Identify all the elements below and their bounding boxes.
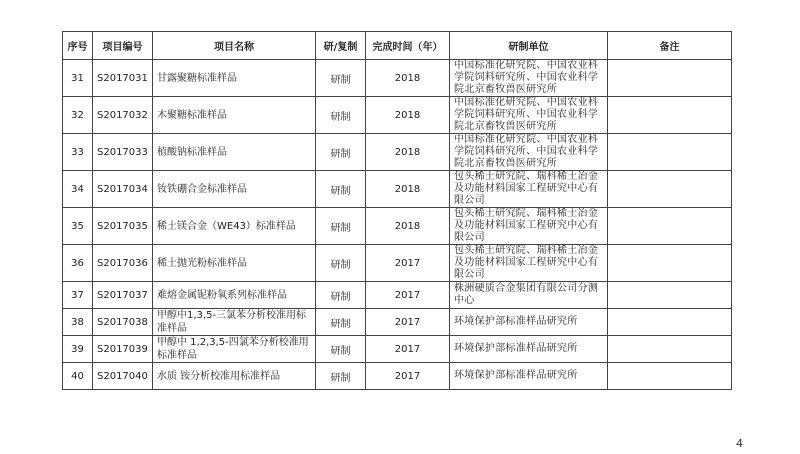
cell-unit: 包头稀土研究院、瑞科稀土冶金及功能材料国家工程研究中心有限公司 (450, 171, 608, 208)
cell-unit: 包头稀土研究院、瑞科稀土冶金及功能材料国家工程研究中心有限公司 (450, 208, 608, 245)
cell-type: 研制 (316, 282, 366, 309)
cell-name: 甘露聚糖标准样品 (153, 60, 316, 97)
cell-type: 研制 (316, 363, 366, 390)
cell-type: 研制 (316, 245, 366, 282)
page-number: 4 (736, 437, 743, 450)
cell-year: 2017 (366, 309, 450, 336)
cell-type: 研制 (316, 171, 366, 208)
cell-unit: 环境保护部标准样品研究所 (450, 309, 608, 336)
cell-no: 31 (63, 60, 93, 97)
cell-note (608, 208, 732, 245)
cell-type: 研制 (316, 97, 366, 134)
cell-no: 40 (63, 363, 93, 390)
cell-no: 34 (63, 171, 93, 208)
cell-year: 2018 (366, 97, 450, 134)
cell-no: 32 (63, 97, 93, 134)
cell-no: 38 (63, 309, 93, 336)
header-no: 序号 (63, 32, 93, 60)
cell-code: S2017036 (93, 245, 153, 282)
cell-unit: 中国标准化研究院、中国农业科学院饲料研究所、中国农业科学院北京畜牧兽医研究所 (450, 97, 608, 134)
cell-unit: 环境保护部标准样品研究所 (450, 363, 608, 390)
cell-year: 2017 (366, 282, 450, 309)
cell-type: 研制 (316, 208, 366, 245)
cell-unit: 包头稀土研究院、瑞科稀土冶金及功能材料国家工程研究中心有限公司 (450, 245, 608, 282)
cell-note (608, 97, 732, 134)
table-row (63, 336, 732, 363)
cell-type: 研制 (316, 309, 366, 336)
cell-name: 钕铁硼合金标准样品 (153, 171, 316, 208)
cell-type: 研制 (316, 60, 366, 97)
header-code: 项目编号 (93, 32, 153, 60)
cell-year: 2018 (366, 171, 450, 208)
cell-note (608, 282, 732, 309)
table-row (63, 134, 732, 171)
cell-unit: 环境保护部标准样品研究所 (450, 336, 608, 363)
table-row (63, 208, 732, 245)
cell-name: 木聚糖标准样品 (153, 97, 316, 134)
table-row (63, 282, 732, 309)
header-unit: 研制单位 (450, 32, 608, 60)
cell-no: 33 (63, 134, 93, 171)
cell-no: 37 (63, 282, 93, 309)
cell-year: 2017 (366, 336, 450, 363)
cell-note (608, 134, 732, 171)
header-note: 备注 (608, 32, 732, 60)
cell-name: 难熔金属铌粉氧系列标准样品 (153, 282, 316, 309)
table-row (63, 309, 732, 336)
cell-note (608, 336, 732, 363)
cell-code: S2017034 (93, 171, 153, 208)
cell-unit: 中国标准化研究院、中国农业科学院饲料研究所、中国农业科学院北京畜牧兽医研究所 (450, 60, 608, 97)
table-header-row (63, 32, 732, 60)
cell-code: S2017037 (93, 282, 153, 309)
cell-code: S2017038 (93, 309, 153, 336)
table-row (63, 245, 732, 282)
cell-no: 35 (63, 208, 93, 245)
cell-type: 研制 (316, 134, 366, 171)
cell-note (608, 245, 732, 282)
cell-note (608, 171, 732, 208)
cell-name: 甲醇中1,3,5-三氯苯分析校准用标准样品 (153, 309, 316, 336)
table-row (63, 363, 732, 390)
cell-name: 植酸钠标准样品 (153, 134, 316, 171)
cell-no: 36 (63, 245, 93, 282)
header-year: 完成时间（年） (366, 32, 450, 60)
cell-unit: 中国标准化研究院、中国农业科学院饲料研究所、中国农业科学院北京畜牧兽医研究所 (450, 134, 608, 171)
cell-no: 39 (63, 336, 93, 363)
cell-code: S2017031 (93, 60, 153, 97)
cell-name: 水质 铵分析校准用标准样品 (153, 363, 316, 390)
cell-code: S2017039 (93, 336, 153, 363)
cell-code: S2017033 (93, 134, 153, 171)
cell-year: 2018 (366, 208, 450, 245)
table-row (63, 171, 732, 208)
cell-year: 2017 (366, 245, 450, 282)
cell-note (608, 60, 732, 97)
cell-name: 甲醇中 1,2,3,5-四氯苯分析校准用标准样品 (153, 336, 316, 363)
cell-type: 研制 (316, 336, 366, 363)
cell-name: 稀土抛光粉标准样品 (153, 245, 316, 282)
cell-year: 2018 (366, 134, 450, 171)
cell-name: 稀土镁合金（WE43）标准样品 (153, 208, 316, 245)
header-name: 项目名称 (153, 32, 316, 60)
cell-code: S2017035 (93, 208, 153, 245)
cell-code: S2017032 (93, 97, 153, 134)
table-row (63, 60, 732, 97)
project-table (62, 31, 732, 390)
cell-note (608, 309, 732, 336)
cell-unit: 株洲硬质合金集团有限公司分测中心 (450, 282, 608, 309)
header-type: 研/复制 (316, 32, 366, 60)
cell-code: S2017040 (93, 363, 153, 390)
table-row (63, 97, 732, 134)
cell-note (608, 363, 732, 390)
cell-year: 2017 (366, 363, 450, 390)
cell-year: 2018 (366, 60, 450, 97)
